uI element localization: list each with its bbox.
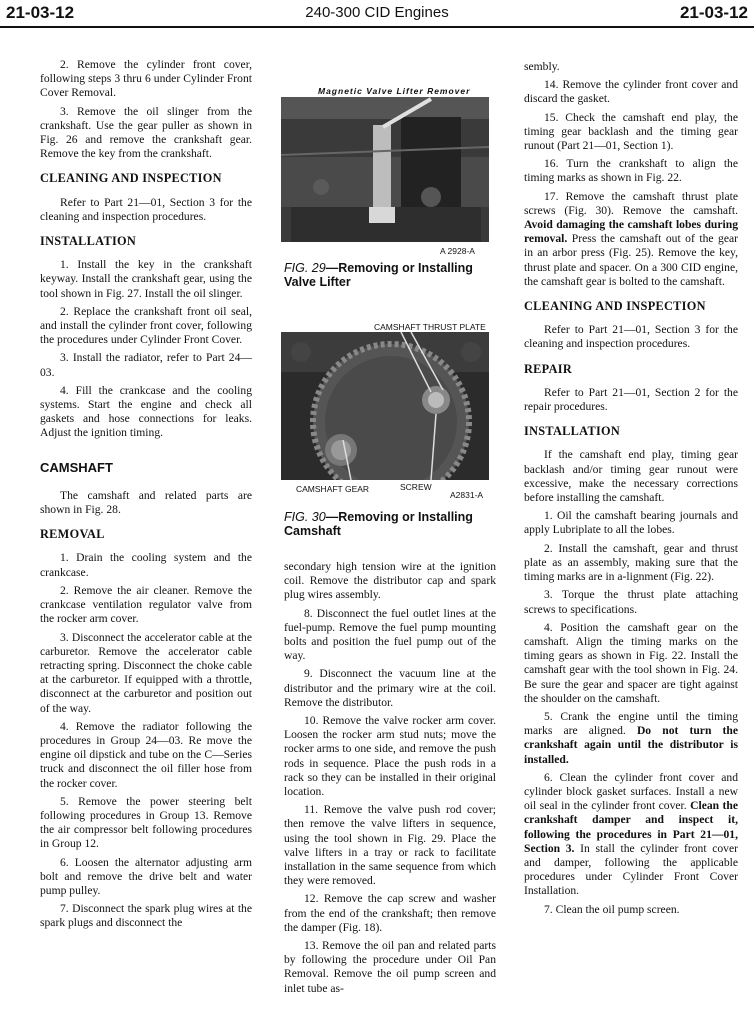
section-heading: CLEANING AND INSPECTION — [40, 171, 222, 186]
fig30-label-gear: CAMSHAFT GEAR — [296, 484, 370, 494]
major-heading: CAMSHAFT — [40, 459, 113, 475]
paragraph: 1. Install the key in the crankshaft keyway. Install the crankshaft gear, using the tool shown in Fig. 27. Install the oil slinger. — [40, 258, 252, 300]
text-run: Press the camshaft out of the gear in an arbor press (Fig. 25). Remove the key, thrust plate and spacer. On a 300 CID engine, the camshaft gear is bolted to the camshaft. — [524, 232, 738, 288]
fig29-tool-label: Magnetic Valve Lifter Remover — [318, 86, 471, 96]
text-run: 6. Clean the cylinder front cover and cylinder block gasket surfaces. Install a new oil seal in the cylinder front cover. — [524, 770, 738, 813]
fig29-caption — [284, 261, 496, 289]
paragraph: 4. Position the camshaft gear on the camshaft. Align the timing marks on the timing gears as shown in Fig. 22. Install the camshaft gear with the tool shown in Fig. 24. Be sure the gear and spacer are tight against the shoulder on the camshaft. — [524, 620, 738, 705]
fig29-title: —Removing or Installing Valve Lifter — [284, 261, 473, 289]
paragraph: 2. Remove the air cleaner. Remove the crankcase ventilation regulator valve from the rocker arm cover. — [40, 583, 252, 626]
paragraph: Refer to Part 21—01, Section 3 for the cleaning and inspection procedures. — [40, 195, 252, 223]
section-heading: CLEANING AND INSPECTION — [524, 299, 706, 314]
section-heading: REMOVAL — [40, 527, 105, 542]
camshaft-gear-illustration — [281, 332, 489, 480]
column-left — [40, 58, 252, 935]
fig30-photo — [281, 332, 489, 480]
paragraph: If the camshaft end play, timing gear backlash and/or timing gear runout were excessive, make the necessary corrections before installing the camshaft. — [524, 448, 738, 505]
fig30-label-screw: SCREW — [400, 482, 432, 492]
running-title: 240-300 CID Engines — [305, 4, 449, 21]
page-header — [0, 0, 754, 28]
paragraph: 4. Remove the radiator following the procedures in Group 24—03. Re move the engine oil dipstick and tube on the C—Series truck and disconnect the oil filler hose from the rocker cover. — [40, 719, 252, 790]
paragraph: 9. Disconnect the vacuum line at the distributor and the primary wire at the coil. Remove the distributor. — [284, 667, 496, 709]
paragraph: sembly. — [524, 60, 560, 73]
text-run: 5. Crank the engine until the timing marks are aligned. — [524, 709, 738, 738]
paragraph: secondary high tension wire at the ignition coil. Remove the distributor cap and spark plug wires assembly. — [284, 560, 496, 602]
page-number-left: 21-03-12 — [6, 3, 75, 22]
text-run: In stall the cylinder front cover and damper, following the applicable procedures under Cylinder Front Cover Installation. — [524, 841, 738, 898]
warning-text: Do not turn the crankshaft again until the distributor is installed. — [524, 724, 738, 766]
column-right — [524, 60, 738, 921]
fig30-number: FIG. 30 — [284, 510, 326, 524]
paragraph: 5. Remove the power steering belt following procedures in Group 13. Remove the air compressor belt following procedures in Group 12. — [40, 794, 252, 851]
paragraph: 11. Remove the valve push rod cover; then remove the valve lifters in sequence, using the tool shown in Fig. 29. Place the valve lifters in a tray or rack to facilitate installation in the same sequence from which they were removed. — [284, 803, 496, 888]
paragraph: 13. Remove the oil pan and related parts by following the procedure under Oil Pan Removal. Remove the oil pump screen and inlet tube as- — [284, 939, 496, 995]
paragraph — [524, 190, 738, 289]
paragraph: 12. Remove the cap screw and washer from the end of the crankshaft; then remove the damper (Fig. 18). — [284, 892, 496, 934]
paragraph: 7. Clean the oil pump screen. — [544, 902, 680, 916]
warning-text: Clean the crankshaft damper and inspect it, following the procedures in Part 21—01, Section 3. — [524, 799, 738, 855]
paragraph: 4. Fill the crankcase and the cooling systems. Start the engine and check all gaskets and hose connections for leaks. Adjust the ignition timing. — [40, 383, 252, 440]
section-heading: REPAIR — [524, 361, 573, 376]
fig30-label-thrust-plate: CAMSHAFT THRUST PLATE — [374, 322, 486, 332]
paragraph: 3. Torque the thrust plate attaching screws to specifications. — [524, 588, 738, 616]
paragraph: 10. Remove the valve rocker arm cover. Loosen the rocker arm stud nuts; move the rocker arms to one side, and remove the push rods in sequence. Place the push rods in a rack so they can be installed in their original location. — [284, 714, 496, 799]
fig30-title: —Removing or Installing Camshaft — [284, 510, 473, 538]
section-heading: INSTALLATION — [524, 424, 621, 439]
valve-lifter-illustration — [281, 97, 489, 242]
paragraph: 16. Turn the crankshaft to align the timing marks as shown in Fig. 22. — [524, 157, 738, 185]
fig29-code: A 2928-A — [440, 246, 475, 256]
paragraph: 1. Oil the camshaft bearing journals and apply Lubriplate to all the lobes. — [524, 509, 738, 537]
paragraph: 6. Loosen the alternator adjusting arm bolt and remove the drive belt and water pump pulley. — [40, 855, 252, 897]
paragraph: 2. Replace the crankshaft front oil seal, and install the cylinder front cover, following the procedures under Cylinder Front Cover. — [40, 304, 252, 347]
paragraph: 14. Remove the cylinder front cover and discard the gasket. — [524, 78, 738, 106]
paragraph: 15. Check the camshaft end play, the timing gear backlash and the timing gear runout (Part 21—01, Section 1). — [524, 110, 738, 153]
fig29-photo — [281, 97, 489, 242]
fig30-caption — [284, 510, 496, 538]
paragraph: The camshaft and related parts are shown in Fig. 28. — [40, 488, 252, 517]
paragraph: 1. Drain the cooling system and the crankcase. — [40, 551, 252, 579]
paragraph: 3. Install the radiator, refer to Part 24—03. — [40, 351, 252, 379]
paragraph: 7. Disconnect the spark plug wires at the spark plugs and disconnect the — [40, 902, 252, 930]
fig30-code: A2831-A — [450, 490, 484, 500]
paragraph: 3. Disconnect the accelerator cable at the carburetor. Remove the accelerator cable retracting spring. Disconnect the choke cable at the carburetor. If equipped with a throttle, disconnect at the carburetor and position out of the way. — [40, 630, 252, 715]
paragraph — [524, 771, 738, 899]
column-middle — [284, 560, 496, 1000]
paragraph: Refer to Part 21—01, Section 3 for the cleaning and inspection procedures. — [524, 323, 738, 351]
text-run: 17. Remove the camshaft thrust plate screws (Fig. 30). Remove the camshaft. — [524, 189, 738, 217]
warning-text: Avoid damaging the camshaft lobes during removal. — [524, 218, 738, 246]
section-heading: INSTALLATION — [40, 234, 137, 249]
paragraph — [524, 710, 738, 767]
paragraph: 8. Disconnect the fuel outlet lines at the fuel-pump. Remove the fuel pump mounting bolts and position the fuel pump out of the way. — [284, 606, 496, 663]
paragraph: Refer to Part 21—01, Section 2 for the repair procedures. — [524, 385, 738, 414]
fig29-number: FIG. 29 — [284, 261, 326, 275]
paragraph: 2. Install the camshaft, gear and thrust plate as an assembly, making sure that the timing marks are in a-lignment (Fig. 22). — [524, 541, 738, 584]
paragraph: 2. Remove the cylinder front cover, following steps 3 thru 6 under Cylinder Front Cover Removal. — [40, 58, 252, 100]
paragraph: 3. Remove the oil slinger from the crankshaft. Use the gear puller as shown in Fig. 26 and remove the crankshaft gear. Remove the key from the crankshaft. — [40, 104, 252, 161]
page-number-right: 21-03-12 — [679, 3, 748, 22]
